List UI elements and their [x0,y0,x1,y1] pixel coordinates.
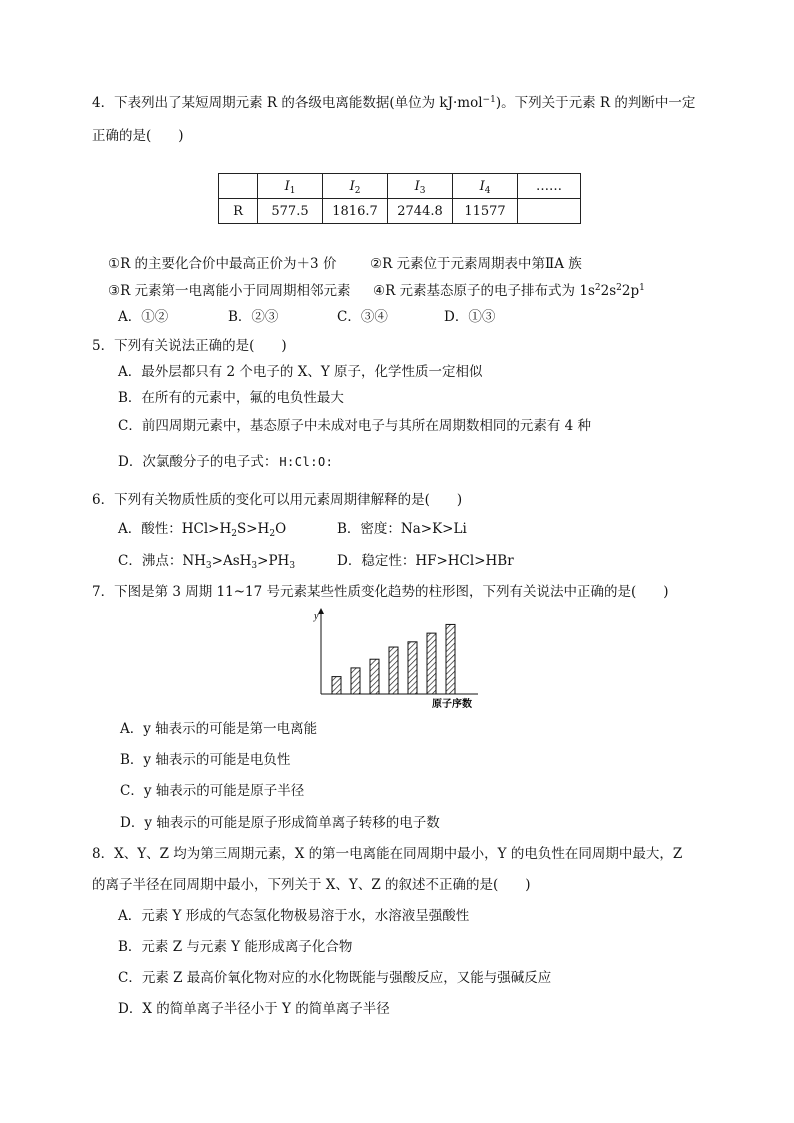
bar-17 [446,624,455,694]
q5-option-d: D．次氯酸分子的电子式： H:Cl:O: [118,454,334,470]
q8-option-d: D．X 的简单离子半径小于 Y 的简单离子半径 [118,1001,390,1017]
q6-option-d: D．稳定性：HF>HCl>HBr [337,553,514,569]
table-row-label: R [219,199,258,224]
table-header-cell: $I_2$ [323,174,388,199]
q4-option-d: D．①③ [444,309,496,325]
q4-option-a: A．①② [118,309,169,325]
bar-11 [332,677,341,694]
q4-statement-1: ①R 的主要化合价中最高正价为＋3 价 [108,256,337,272]
q8-option-b: B．元素 Z 与元素 Y 能形成离子化合物 [118,939,353,955]
q7-option-b: B．y 轴表示的可能是电负性 [120,752,291,768]
q4-stem-line2: 正确的是( ) [92,128,184,144]
bars-group [332,624,455,694]
q8-option-a: A．元素 Y 形成的气态氢化物极易溶于水，水溶液呈强酸性 [118,908,470,924]
table-header-cell: $I_1$ [258,174,323,199]
q7-option-d: D．y 轴表示的可能是原子形成简单离子转移的电子数 [120,815,440,831]
y-axis-label: y [314,611,319,622]
table-header-row [219,174,581,199]
q8-option-c: C．元素 Z 最高价氧化物对应的水化物既能与强酸反应，又能与强碱反应 [118,970,552,986]
x-axis-label: 原子序数 [432,699,472,710]
q4-option-c: C．③④ [337,309,388,325]
q6-option-b: B．密度：Na>K>Li [337,521,467,537]
table-cell: 577.5 [258,199,323,224]
q7-option-c: C．y 轴表示的可能是原子半径 [120,783,305,799]
bar-12 [351,668,360,694]
q5-option-c: C．前四周期元素中，基态原子中未成对电子与其所在周期数相同的元素有 4 种 [118,418,591,434]
bar-13 [370,659,379,694]
q7-option-a: A．y 轴表示的可能是第一电离能 [120,721,318,737]
q5-option-b: B．在所有的元素中，氟的电负性最大 [118,390,344,406]
q4-statement-4: ④R 元素基态原子的电子排布式为 $1s^22s^22p^1$ [373,283,645,299]
q7-stem: 7．下图是第 3 周期 11~17 号元素某些性质变化趋势的柱形图，下列有关说法中正确的是( ) [92,584,669,600]
bar-15 [408,642,417,694]
bar-16 [427,633,436,694]
table-cell: 11577 [453,199,518,224]
ionization-energy-table [218,173,581,224]
q8-stem-line2: 的离子半径在同周期中最小，下列关于 X、Y、Z 的叙述不正确的是( ) [92,877,531,893]
q4-stem-line1: 4．下表列出了某短周期元素 R 的各级电离能数据(单位为 kJ·mol$^{-1}$)。下列关于元素 R 的判断中一定 [92,95,696,111]
q4-statement-2: ②R 元素位于元素周期表中第ⅡA 族 [370,256,582,272]
q4-statement-3: ③R 元素第一电离能小于同周期相邻元素 [108,283,351,299]
table-header-cell [219,174,258,199]
table-row [219,199,581,224]
q6-stem: 6．下列有关物质性质的变化可以用元素周期律解释的是( ) [92,492,463,508]
q6-option-c: C．沸点：$NH_3>AsH_3>PH_3$ [118,553,296,571]
table-header-cell: $I_4$ [453,174,518,199]
q5-option-a: A．最外层都只有 2 个电子的 X、Y 原子，化学性质一定相似 [118,364,483,380]
table-cell: 1816.7 [323,199,388,224]
electron-formula: H:Cl:O: [279,455,334,469]
q6-option-a: A．酸性：$HCl>H_2S>H_2O$ [118,521,287,539]
table-header-cell: $I_3$ [388,174,453,199]
q4-option-b: B．②③ [228,309,279,325]
table-cell: 2744.8 [388,199,453,224]
q8-stem-line1: 8．X、Y、Z 均为第三周期元素，X 的第一电离能在同周期中最小，Y 的电负性在同周期中最大，Z [92,846,683,862]
table-cell [518,199,581,224]
q5-stem: 5．下列有关说法正确的是( ) [92,338,287,354]
bar-chart [300,605,490,713]
bar-14 [389,647,398,694]
table-header-cell: …… [518,174,581,199]
